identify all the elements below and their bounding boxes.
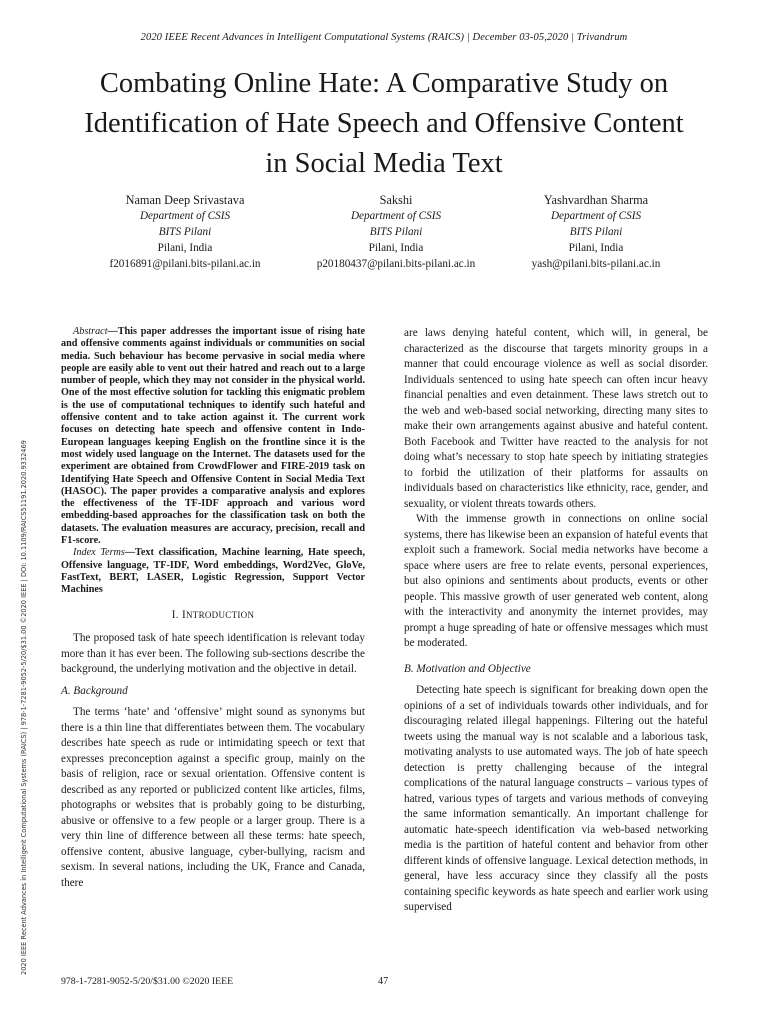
author-email: p20180437@pilani.bits-pilani.ac.in bbox=[316, 258, 476, 270]
author-name: Yashvardhan Sharma bbox=[543, 193, 649, 207]
author-name: Naman Deep Srivastava bbox=[125, 193, 245, 207]
author-department: Department of CSIS bbox=[139, 210, 231, 222]
author-location: Pilani, India bbox=[368, 242, 424, 254]
author-department: Department of CSIS bbox=[550, 210, 642, 222]
title-line-2: Identification of Hate Speech and Offensive Content bbox=[84, 108, 684, 139]
left-column bbox=[61, 326, 365, 891]
background-paragraph: The terms ‘hate’ and ‘offensive’ might sound as synonyms but there is a thin line that differentiates between them. The vocabulary describes hate speech as rude or intimidating speech or text that expresses preconception against a specific group, mainly on the basis of religion, race or sexual orientation. Offensive content is described as any reported or publicized content like articles, films, photographs or websites that is probably going to be disturbing, abusive or offensive to a few people or a larger group. There is a very thin line of difference between all these terms: hate speech, offensive content, abusive language, cyber-bullying, racism and sexism. In several nations, including the UK, France and Canada, there bbox=[61, 706, 365, 889]
subsection-heading-motivation: B. Motivation and Objective bbox=[404, 662, 531, 675]
author-location: Pilani, India bbox=[568, 242, 624, 254]
index-terms-text: —Text classification, Machine learning, Hate speech, Offensive language, TF-IDF, Word embeddings, Word2Vec, GloVe, FastText, BERT, LASER, Logistic Regression, Support Vector Machines bbox=[61, 547, 365, 596]
author-email: f2016891@pilani.bits-pilani.ac.in bbox=[109, 258, 261, 270]
intro-paragraph: The proposed task of hate speech identification is relevant today more than it has ever been. The following sub-sections describe the background, the underlying motivation and the objective in detail. bbox=[61, 632, 365, 676]
subsection-heading-background: A. Background bbox=[61, 684, 128, 697]
abstract-text: —This paper addresses the important issue of rising hate and offensive comments against individuals or communities on social media. Such behaviour has become pervasive in social media where people are easily able to vent out their hatred and reach out to a large number of people, which they may not consider in the physical world. One of the most effective solution for tackling this enigmatic problem is the use of computational techniques to identify such hateful and offensive content and to take action against it. The current work focuses on detecting hate speech and offensive content in Indo-European languages keeping English on the frontline since it is the most widely used language on the Internet. The datasets used for the experiment are obtained from CrowdFlower and FIRE-2019 task on Identifying Hate Speech and Offensive Content in Social Media Text (HASOC). The paper provides a comparative analysis and explores the effectiveness of the TF-IDF approach and various word embedding-based approaches for the classification task on both the datasets. The evaluation measures are accuracy, precision, recall and F1-score. bbox=[61, 326, 365, 547]
author-department: Department of CSIS bbox=[350, 210, 442, 222]
author-2 bbox=[281, 192, 511, 272]
author-institution: BITS Pilani bbox=[569, 226, 623, 238]
author-email: yash@pilani.bits-pilani.ac.in bbox=[531, 258, 661, 270]
author-3 bbox=[481, 192, 711, 272]
section-title-rest: NTRODUCTION bbox=[185, 609, 255, 620]
section-numeral: I. bbox=[171, 608, 182, 621]
author-institution: BITS Pilani bbox=[158, 226, 212, 238]
motivation-paragraph: Detecting hate speech is significant for breaking down open the opinions of a set of individuals towards other individuals, and for discouraging related illegal happenings. Filtering out the hateful tweets using the manual way is not scalable and a laborious task, motivating analysts to use automated ways. The job of hate speech detection is pretty challenging because of the integral complications of the natural language constructs – various types of hatred, various types of targets and various methods of conveying the same information semantically. An important challenge for automatic hate-speech identification via web-based networking media is the partition of hateful content and behavior from other different kinds of offensive language. Lexical detection methods, in general, have less accuracy since they classify all the posts containing specific keywords as hate speech and earlier work using supervised bbox=[404, 684, 708, 913]
title-line-3: in Social Media Text bbox=[265, 148, 503, 179]
right-column bbox=[404, 326, 708, 916]
growth-paragraph: With the immense growth in connections on online social systems, there has likewise been an expansion of hateful events that exploit such a framework. Social media networks have become a space where users are free to relate events, personal experiences, but also opinions and sentiments about products, events or other people. This massive growth of user generated web content, along with the interactivity and anonymity the internet provides, may prompt a huge spreading of hate or offensive messages which must be moderated. bbox=[404, 513, 708, 649]
conference-header: 2020 IEEE Recent Advances in Intelligent Computational Systems (RAICS) | December 03-05,2020 | Trivandrum bbox=[140, 32, 628, 43]
section-initial: I bbox=[181, 608, 186, 621]
footer-isbn: 978-1-7281-9052-5/20/$31.00 ©2020 IEEE bbox=[61, 976, 234, 987]
continuation-paragraph: are laws denying hateful content, which will, in general, be characterized as the discourse that targets minority groups in a manner that could encourage violence as well as social disorder. Individuals sentenced to using hate speech can often incur heavy financial penalties and even detainment. These laws stretch out to the web and web-based social networking, directing many sites to make their own arrangements against abusive and hateful content. Both Facebook and Twitter have reacted to the analysis for not doing what’s necessary to stop hate speech by initiating strategies to forbid the utilization of their platforms for assaults on individuals based on characteristics like ethnicity, race, gender, and sexuality, or violent threats towards others. bbox=[404, 327, 708, 510]
author-location: Pilani, India bbox=[157, 242, 213, 254]
index-terms-label: Index Terms bbox=[73, 547, 125, 559]
title-line-1: Combating Online Hate: A Comparative Study on bbox=[99, 68, 669, 99]
side-doi-text: 2020 IEEE Recent Advances in Intelligent Computational Systems (RAICS) | 978-1-7281-9052-5/20/$31.00 ©2020 IEEE | DOI: 10.1109/RAICS51191.2020.9332469 bbox=[20, 440, 28, 975]
abstract-label: Abstract bbox=[73, 326, 108, 337]
paper-title bbox=[40, 64, 728, 184]
abstract bbox=[61, 326, 365, 547]
index-terms bbox=[61, 547, 365, 596]
section-heading-introduction bbox=[61, 608, 365, 624]
author-1 bbox=[70, 192, 300, 272]
author-name: Sakshi bbox=[379, 193, 413, 207]
page-number: 47 bbox=[378, 976, 389, 987]
author-institution: BITS Pilani bbox=[369, 226, 423, 238]
